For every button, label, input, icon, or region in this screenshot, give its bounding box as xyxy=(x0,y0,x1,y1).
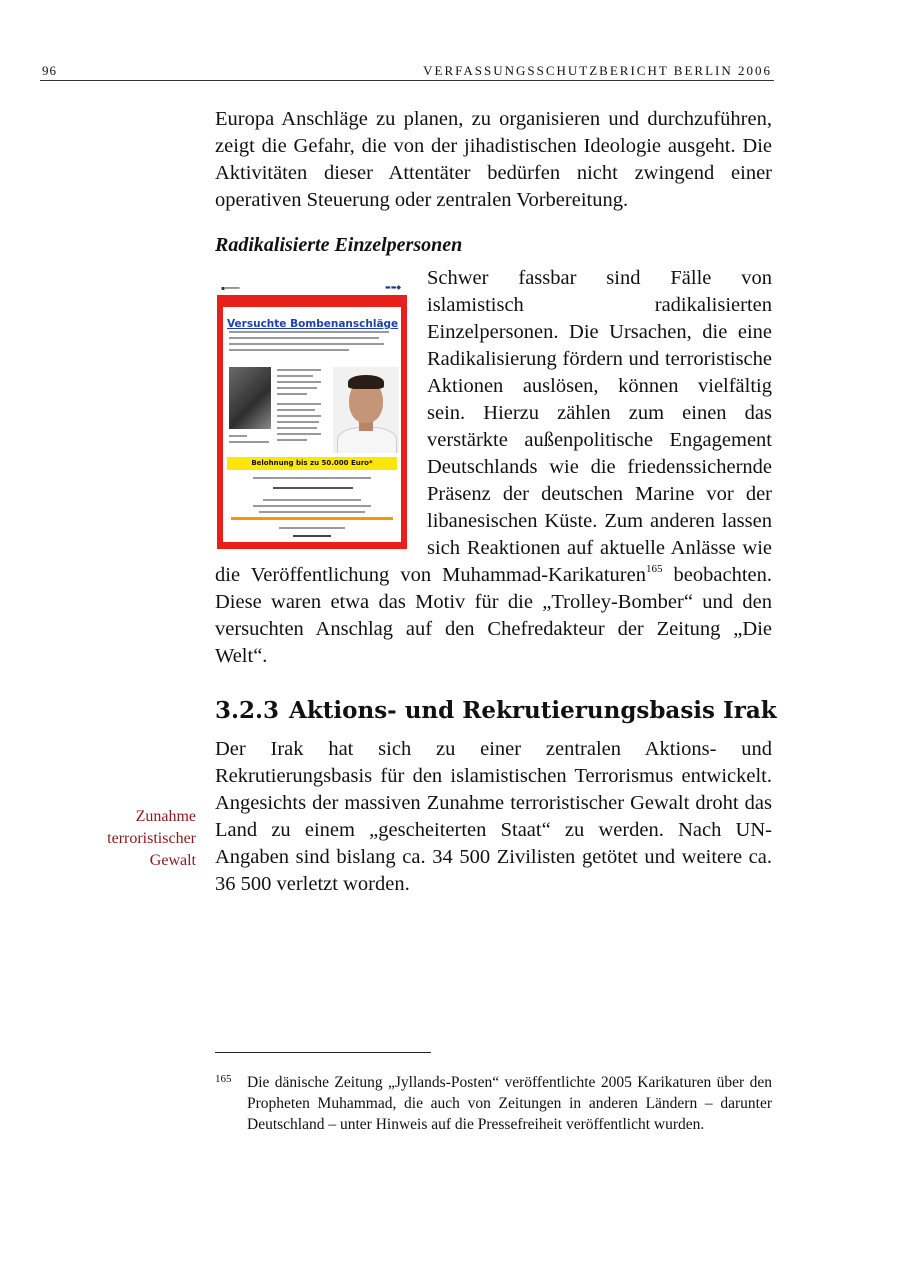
poster-small-photo xyxy=(229,367,271,429)
footnote-number: 165 xyxy=(215,1073,232,1085)
poster-fine-print xyxy=(277,409,315,411)
section-paragraph: Der Irak hat sich zu einer zentralen Aktions- und Rekrutierungsbasis für den islamistischen Terrorismus entwickelt. Angesichts der massiven Zunahme terroristischer Gewalt droht das Land zu einem „gescheiterten Staat“ zu werden. Nach UN-Angaben sind bislang ca. 34 500 Zivilisten getötet und weitere ca. 36 500 verletzt worden. xyxy=(215,738,772,895)
poster-fine-print xyxy=(259,511,365,513)
footnote-divider xyxy=(215,1052,431,1053)
poster-fine-print xyxy=(293,535,331,537)
subsection-paragraph-text: Schwer fassbar sind Fälle von islamistisch radikalisierten Einzelpersonen. Die Ursachen, die eine Radikalisierung fördern und terroristische Aktionen auslösen, können vielfältig sein. Hierzu zählen zum einen das verstärkte außenpolitische Engagement Deutschlands wie die friedenssichernde Präsenz der deutschen Marine vor der libanesischen Küste. Zum anderen lassen sich Reaktionen auf aktuelle Anlässe wie die Veröffentlichung von Muhammad-Karikaturen xyxy=(215,267,772,586)
poster-fine-print xyxy=(277,393,307,395)
poster-fine-print xyxy=(273,487,353,489)
poster-orange-bar xyxy=(231,517,393,520)
poster-reward-banner: Belohnung bis zu 50.000 Euro* xyxy=(227,457,397,470)
main-text-column xyxy=(215,106,777,898)
poster-fine-print xyxy=(229,337,379,339)
poster-fine-print xyxy=(277,369,321,371)
section-number: 3.2.3 xyxy=(215,697,280,724)
poster-inner xyxy=(223,307,401,542)
running-title: VERFASSUNGSSCHUTZBERICHT BERLIN 2006 xyxy=(423,63,772,78)
intro-paragraph: Europa Anschläge zu planen, zu organisieren und durchzuführen, zeigt die Gefahr, die von der jihadistischen Ideologie ausgeht. Die Aktivitäten dieser Attentäter bedürfen nicht zwingend einer operativen Steuerung oder zentralen Vorbereitung. xyxy=(215,108,772,211)
poster-fine-print xyxy=(277,433,321,435)
margin-note xyxy=(107,806,196,872)
section-title: Aktions- und Rekrutierungsbasis Irak xyxy=(289,697,777,724)
header-divider xyxy=(40,80,774,81)
poster-fine-print xyxy=(229,331,389,333)
subsection-title: Radikalisierte Einzelpersonen xyxy=(215,234,463,256)
poster-title: Versuchte Bombenanschläge xyxy=(227,318,399,330)
poster-red-frame xyxy=(217,295,407,549)
poster-fine-print xyxy=(229,343,384,345)
poster-fine-print xyxy=(229,441,269,443)
poster-fine-print xyxy=(277,375,313,377)
poster-fine-print xyxy=(279,527,345,529)
subsection-paragraph-text-cont: beobachten. Diese waren etwa das Motiv für die „Trolley-Bomber“ und den versuchten Anschlag auf den Chefredakteur der Zeitung „Die Welt“. xyxy=(215,564,772,667)
poster-fine-print xyxy=(277,439,307,441)
poster-fine-print xyxy=(277,387,317,389)
poster-fine-print xyxy=(277,403,321,405)
section-heading xyxy=(215,696,777,726)
footnote-reference[interactable]: 165 xyxy=(645,563,663,575)
poster-fine-print xyxy=(229,435,247,437)
poster-header-strip xyxy=(215,271,409,291)
footnote-text: Die dänische Zeitung „Jyllands-Posten“ veröffentlichte 2005 Karikaturen über den Propheten Muhammad, die auch von Zeitungen in anderen Ländern – darunter Deutschland – unter Hinweis auf die Pressefreiheit veröffentlicht wurden. xyxy=(247,1074,772,1133)
page-number: 96 xyxy=(42,63,57,78)
poster-suspect-photo xyxy=(333,367,399,453)
poster-fine-print xyxy=(277,427,317,429)
poster-fine-print xyxy=(263,499,361,501)
poster-fine-print xyxy=(277,415,321,417)
margin-note-line: Zunahme xyxy=(135,808,196,825)
poster-logo-left: ▪━━━━ xyxy=(221,285,240,292)
poster-fine-print xyxy=(277,381,321,383)
footnote xyxy=(215,1072,772,1135)
poster-logo-right: ▬▬◆ xyxy=(385,284,401,291)
poster-fine-print xyxy=(277,421,319,423)
poster-fine-print xyxy=(253,477,371,479)
wanted-poster-image xyxy=(215,271,409,551)
margin-note-line: Gewalt xyxy=(149,852,196,869)
poster-fine-print xyxy=(229,349,349,351)
margin-note-line: terroristischer xyxy=(107,830,196,847)
poster-fine-print xyxy=(253,505,371,507)
